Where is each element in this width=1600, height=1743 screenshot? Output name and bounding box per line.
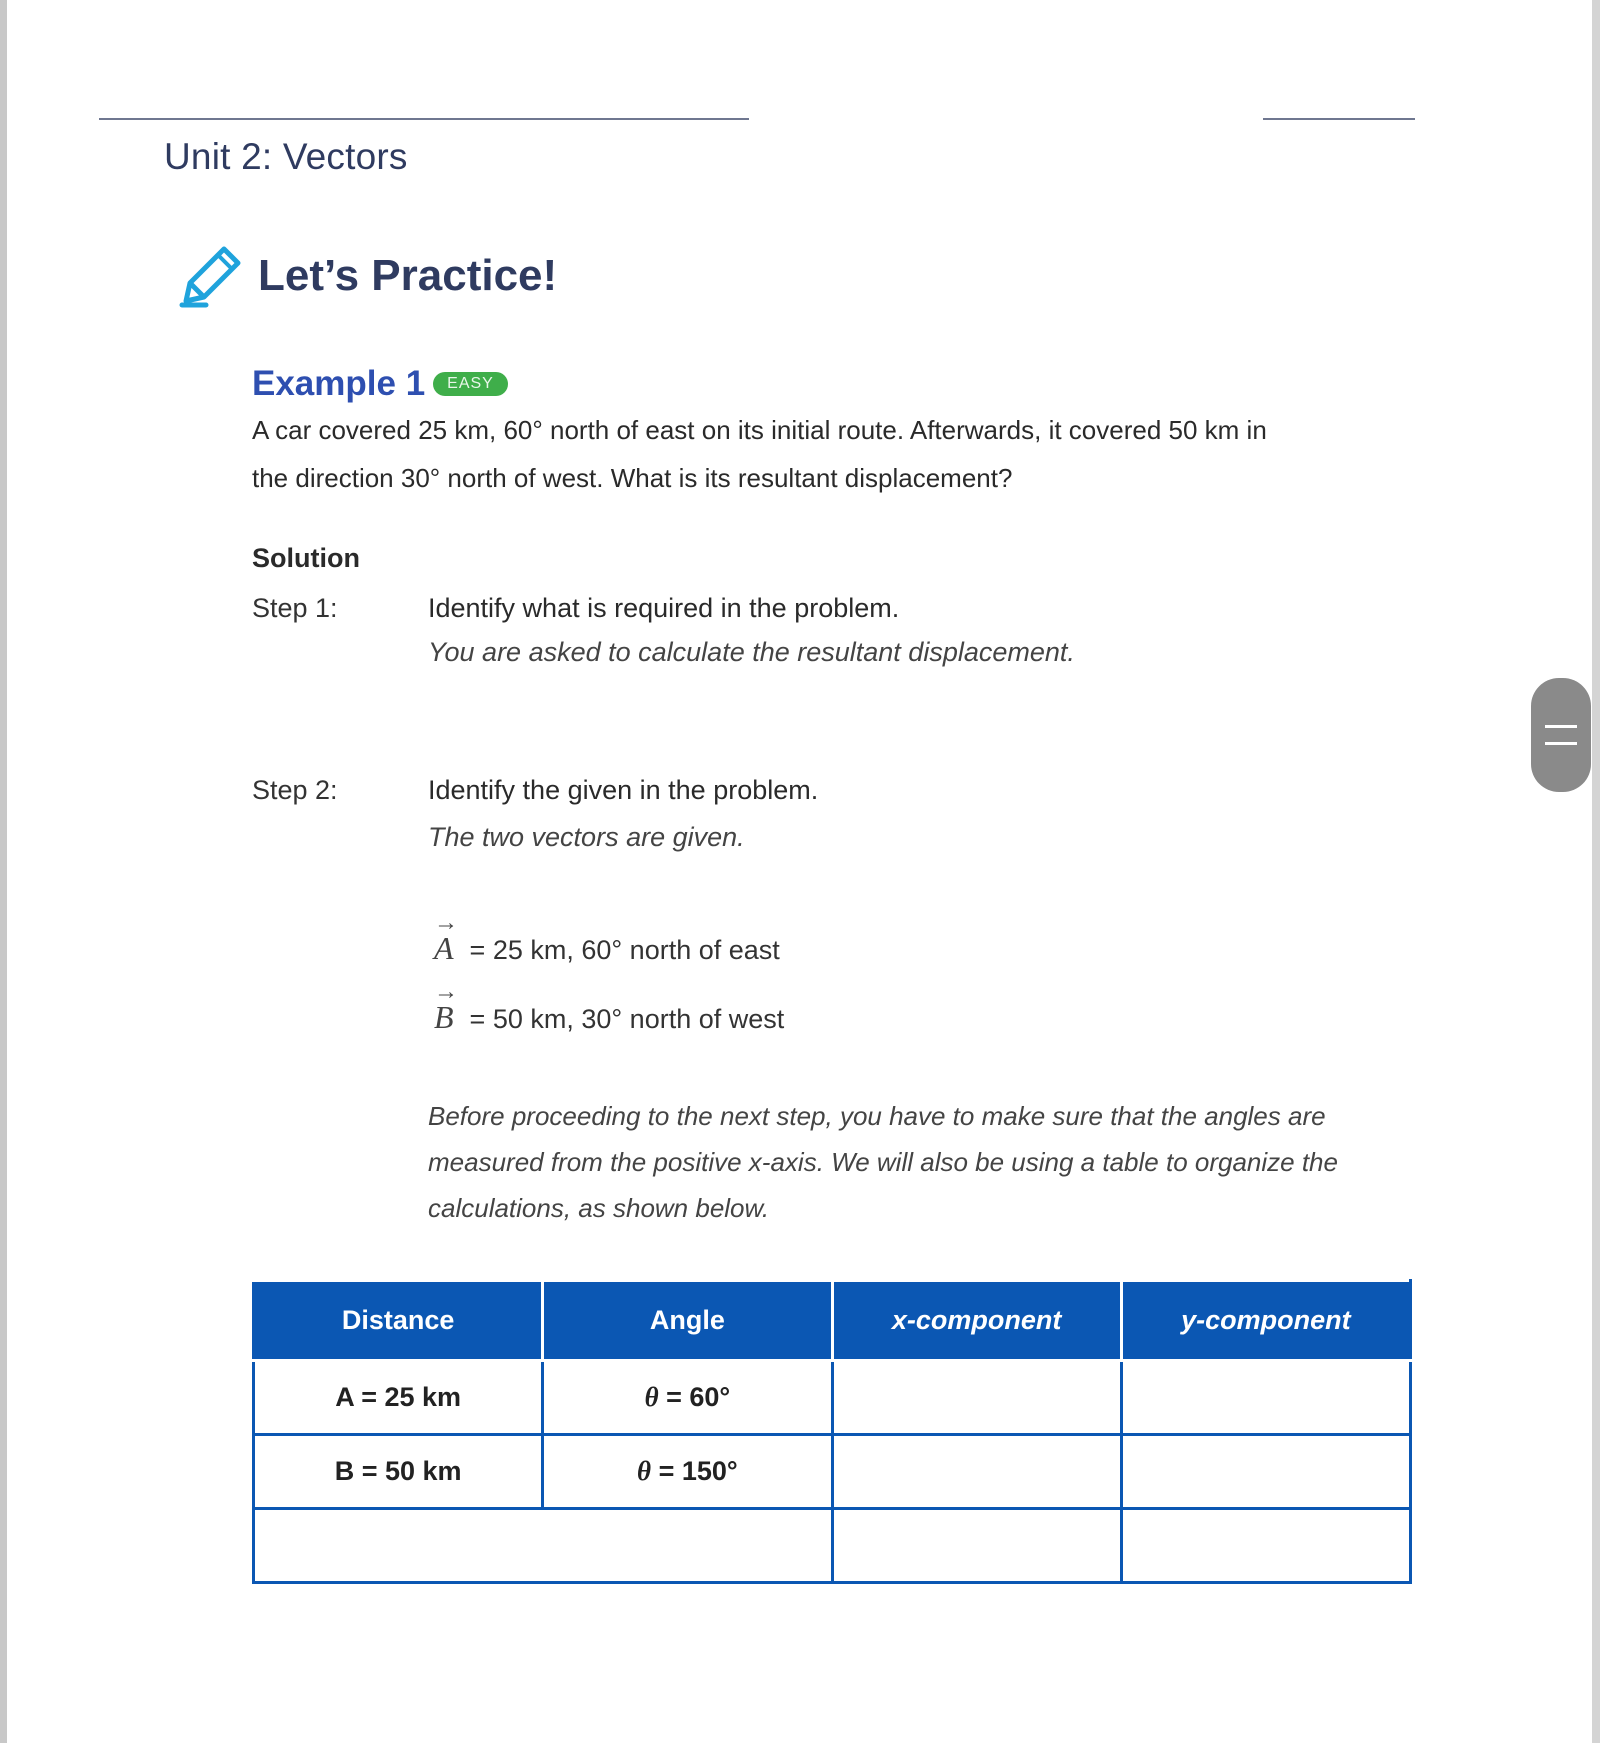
angle-value: = 60° xyxy=(658,1382,731,1412)
vector-arrow-icon: → xyxy=(434,979,458,1005)
note-line: measured from the positive x-axis. We will also be using a table to organize the xyxy=(428,1147,1338,1177)
vector-a-symbol xyxy=(434,910,458,967)
step-2-note: The two vectors are given. xyxy=(428,822,745,852)
step-2-text: Identify the given in the problem. xyxy=(428,775,819,805)
cell-total-label xyxy=(254,1509,833,1583)
page-edge-right xyxy=(1592,0,1600,1743)
unit-title: Unit 2: Vectors xyxy=(164,136,408,177)
cell-distance: B = 50 km xyxy=(254,1435,543,1509)
cell-distance: A = 25 km xyxy=(254,1361,543,1435)
table-header-row xyxy=(254,1281,1411,1361)
note-line: Before proceeding to the next step, you have to make sure that the angles are xyxy=(428,1101,1326,1131)
table-total-row xyxy=(254,1509,1411,1583)
angle-value: = 150° xyxy=(651,1456,738,1486)
vector-arrow-icon: → xyxy=(434,910,458,936)
theta-symbol: θ xyxy=(644,1382,659,1412)
vector-b xyxy=(434,979,785,1036)
header-y-component: y-component xyxy=(1121,1281,1410,1361)
vector-b-symbol xyxy=(434,979,458,1036)
angle-note xyxy=(428,1093,1388,1231)
grip-icon xyxy=(1545,725,1577,745)
cell-y-component xyxy=(1121,1435,1410,1509)
table-row xyxy=(254,1361,1411,1435)
cell-x-component xyxy=(832,1361,1121,1435)
problem-statement xyxy=(252,406,1422,502)
cell-angle xyxy=(543,1435,832,1509)
practice-title: Let’s Practice! xyxy=(258,251,558,300)
step-2-label: Step 2: xyxy=(252,775,338,805)
pencil-icon xyxy=(178,243,242,309)
solution-label: Solution xyxy=(252,543,360,573)
header-angle: Angle xyxy=(543,1281,832,1361)
problem-line: the direction 30° north of west. What is its resultant displacement? xyxy=(252,463,1013,493)
step-1-label: Step 1: xyxy=(252,593,338,623)
practice-heading xyxy=(178,243,557,309)
header-rule-left xyxy=(99,118,749,120)
problem-line: A car covered 25 km, 60° north of east on its initial route. Afterwards, it covered 50 km in xyxy=(252,415,1267,445)
cell-angle xyxy=(543,1361,832,1435)
cell-total-y xyxy=(1121,1509,1410,1583)
header-x-component: x-component xyxy=(832,1281,1121,1361)
vector-a-letter: A xyxy=(434,930,454,966)
components-table xyxy=(252,1279,1412,1584)
vector-b-letter: B xyxy=(434,999,454,1035)
example-heading xyxy=(252,364,508,404)
vector-b-value: = 50 km, 30° north of west xyxy=(469,1004,785,1034)
cell-total-x xyxy=(832,1509,1121,1583)
scroll-handle[interactable] xyxy=(1531,678,1591,792)
theta-symbol: θ xyxy=(637,1456,652,1486)
header-distance: Distance xyxy=(254,1281,543,1361)
step-1-note: You are asked to calculate the resultant displacement. xyxy=(428,637,1075,667)
example-title: Example 1 xyxy=(252,364,426,403)
cell-y-component xyxy=(1121,1361,1410,1435)
cell-x-component xyxy=(832,1435,1121,1509)
page-edge-left xyxy=(0,0,7,1743)
difficulty-badge: EASY xyxy=(433,372,508,396)
step-1-text: Identify what is required in the problem. xyxy=(428,593,900,623)
vector-a xyxy=(434,910,780,967)
note-line: calculations, as shown below. xyxy=(428,1193,770,1223)
table-row xyxy=(254,1435,1411,1509)
vector-a-value: = 25 km, 60° north of east xyxy=(469,935,780,965)
header-rule-right xyxy=(1263,118,1415,120)
